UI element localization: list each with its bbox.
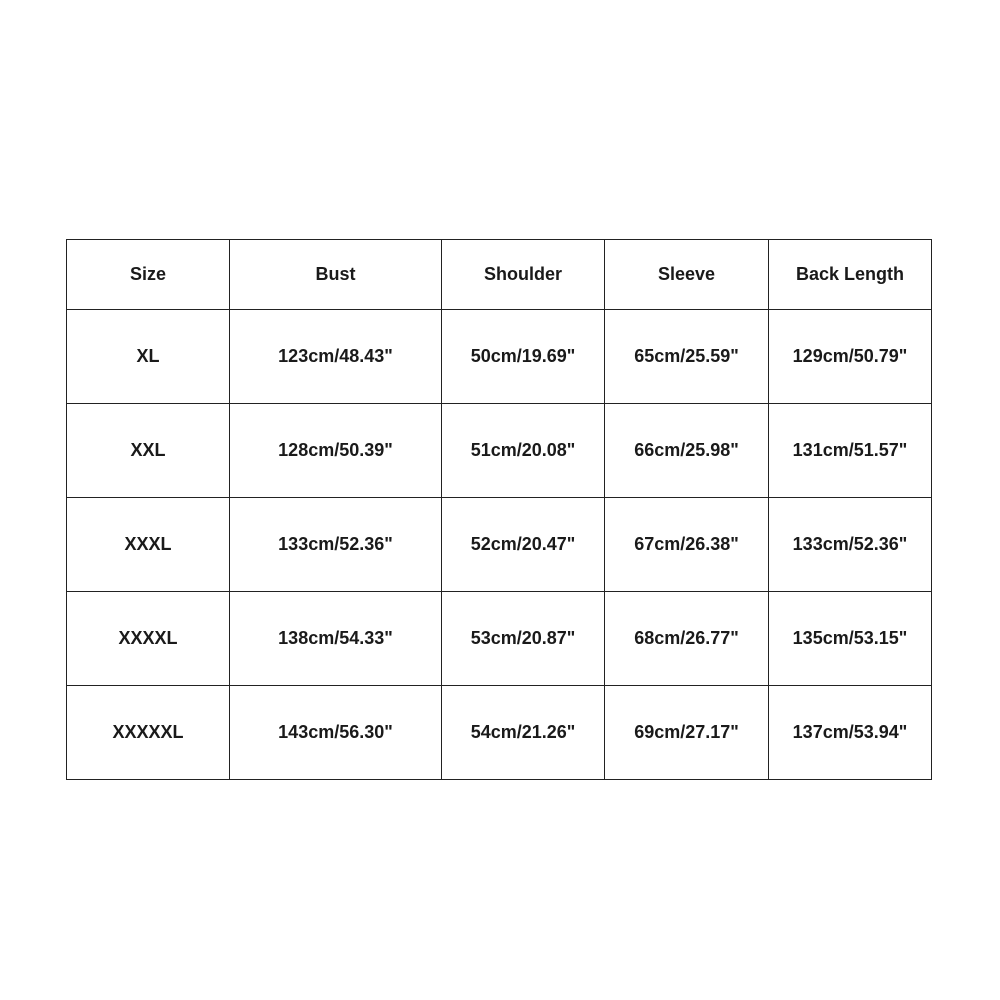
cell-bust: 128cm/50.39" bbox=[230, 404, 442, 498]
cell-shoulder: 50cm/19.69" bbox=[442, 310, 605, 404]
cell-size: XXL bbox=[67, 404, 230, 498]
size-chart-table bbox=[66, 239, 932, 780]
table-row bbox=[67, 310, 932, 404]
header-back-length: Back Length bbox=[769, 240, 932, 310]
cell-size: XXXL bbox=[67, 498, 230, 592]
cell-sleeve: 68cm/26.77" bbox=[605, 592, 769, 686]
cell-sleeve: 65cm/25.59" bbox=[605, 310, 769, 404]
cell-sleeve: 69cm/27.17" bbox=[605, 686, 769, 780]
table-row bbox=[67, 592, 932, 686]
cell-bust: 123cm/48.43" bbox=[230, 310, 442, 404]
table-row bbox=[67, 498, 932, 592]
table-row bbox=[67, 404, 932, 498]
header-shoulder: Shoulder bbox=[442, 240, 605, 310]
cell-back-length: 131cm/51.57" bbox=[769, 404, 932, 498]
cell-bust: 138cm/54.33" bbox=[230, 592, 442, 686]
cell-sleeve: 67cm/26.38" bbox=[605, 498, 769, 592]
table-header-row bbox=[67, 240, 932, 310]
cell-shoulder: 53cm/20.87" bbox=[442, 592, 605, 686]
cell-back-length: 137cm/53.94" bbox=[769, 686, 932, 780]
cell-back-length: 133cm/52.36" bbox=[769, 498, 932, 592]
cell-shoulder: 54cm/21.26" bbox=[442, 686, 605, 780]
cell-sleeve: 66cm/25.98" bbox=[605, 404, 769, 498]
header-bust: Bust bbox=[230, 240, 442, 310]
cell-bust: 143cm/56.30" bbox=[230, 686, 442, 780]
table-row bbox=[67, 686, 932, 780]
cell-size: XL bbox=[67, 310, 230, 404]
header-sleeve: Sleeve bbox=[605, 240, 769, 310]
cell-size: XXXXL bbox=[67, 592, 230, 686]
cell-shoulder: 52cm/20.47" bbox=[442, 498, 605, 592]
cell-size: XXXXXL bbox=[67, 686, 230, 780]
cell-shoulder: 51cm/20.08" bbox=[442, 404, 605, 498]
header-size: Size bbox=[67, 240, 230, 310]
cell-back-length: 129cm/50.79" bbox=[769, 310, 932, 404]
cell-bust: 133cm/52.36" bbox=[230, 498, 442, 592]
cell-back-length: 135cm/53.15" bbox=[769, 592, 932, 686]
